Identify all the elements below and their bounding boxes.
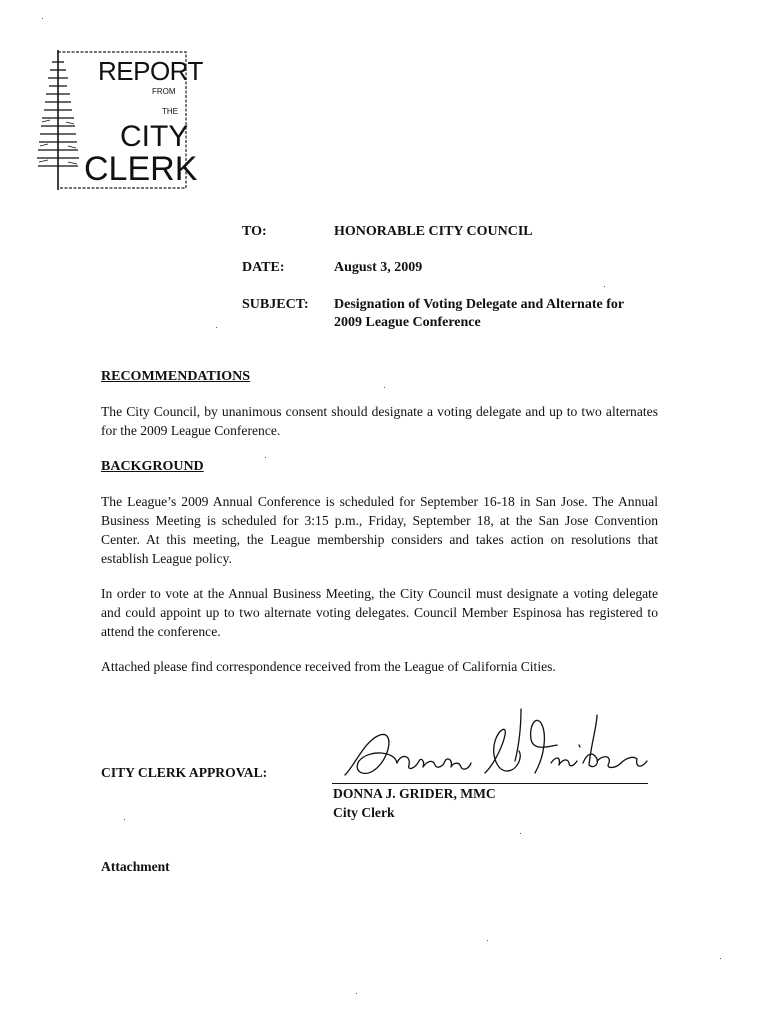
scan-speck <box>124 819 125 820</box>
to-label: TO: <box>242 224 267 239</box>
date-label: DATE: <box>242 260 285 275</box>
to-value: HONORABLE CITY COUNCIL <box>334 224 533 239</box>
subject-label: SUBJECT: <box>242 297 309 312</box>
attachment-label: Attachment <box>101 859 170 874</box>
scan-speck <box>487 940 488 941</box>
logo-word-report: REPORT <box>98 56 203 86</box>
background-paragraph-3: Attached please find correspondence received from the League of California Cities. <box>101 659 556 674</box>
handwritten-signature <box>335 705 655 785</box>
date-value: August 3, 2009 <box>334 260 423 275</box>
recommendations-heading: RECOMMENDATIONS <box>101 369 251 384</box>
background-paragraph-2: In order to vote at the Annual Business Meeting, the City Council must designate a voting delegate and could appoint up to two alternate voting delegates. Council Member Espinosa has registered to attend the conference. <box>101 586 658 639</box>
scan-speck <box>265 457 266 458</box>
clerk-title: City Clerk <box>333 805 395 820</box>
logo-word-clerk: CLERK <box>84 150 198 188</box>
scan-speck <box>520 833 521 834</box>
logo-word-from: FROM <box>152 87 176 96</box>
subject-line-2: 2009 League Conference <box>334 315 481 330</box>
background-heading: BACKGROUND <box>101 459 204 474</box>
clerk-name: DONNA J. GRIDER, MMC <box>333 786 496 801</box>
scan-speck <box>216 327 217 328</box>
logo-word-the: THE <box>162 107 178 116</box>
city-clerk-logo <box>36 48 203 194</box>
background-paragraph-1: The League’s 2009 Annual Conference is scheduled for September 16-18 in San Jose. The Annual Business Meeting is scheduled for 3:15 p.m., Friday, September 18, at the San Jose Convention Center. At this meeting, the League membership considers and takes action on resolutions that establish League policy. <box>101 494 658 566</box>
logo-word-city: CITY <box>120 120 189 153</box>
scan-speck <box>384 387 385 388</box>
recommendations-text: The City Council, by unanimous consent should designate a voting delegate and up to two alternates for the 2009 League Conference. <box>101 404 658 438</box>
scan-speck <box>42 18 43 19</box>
scan-speck <box>604 286 605 287</box>
signature-line <box>332 783 648 784</box>
subject-line-1: Designation of Voting Delegate and Alternate for <box>334 297 625 312</box>
scan-speck <box>720 958 721 959</box>
city-clerk-approval-label: CITY CLERK APPROVAL: <box>101 765 268 780</box>
scan-speck <box>356 993 357 994</box>
